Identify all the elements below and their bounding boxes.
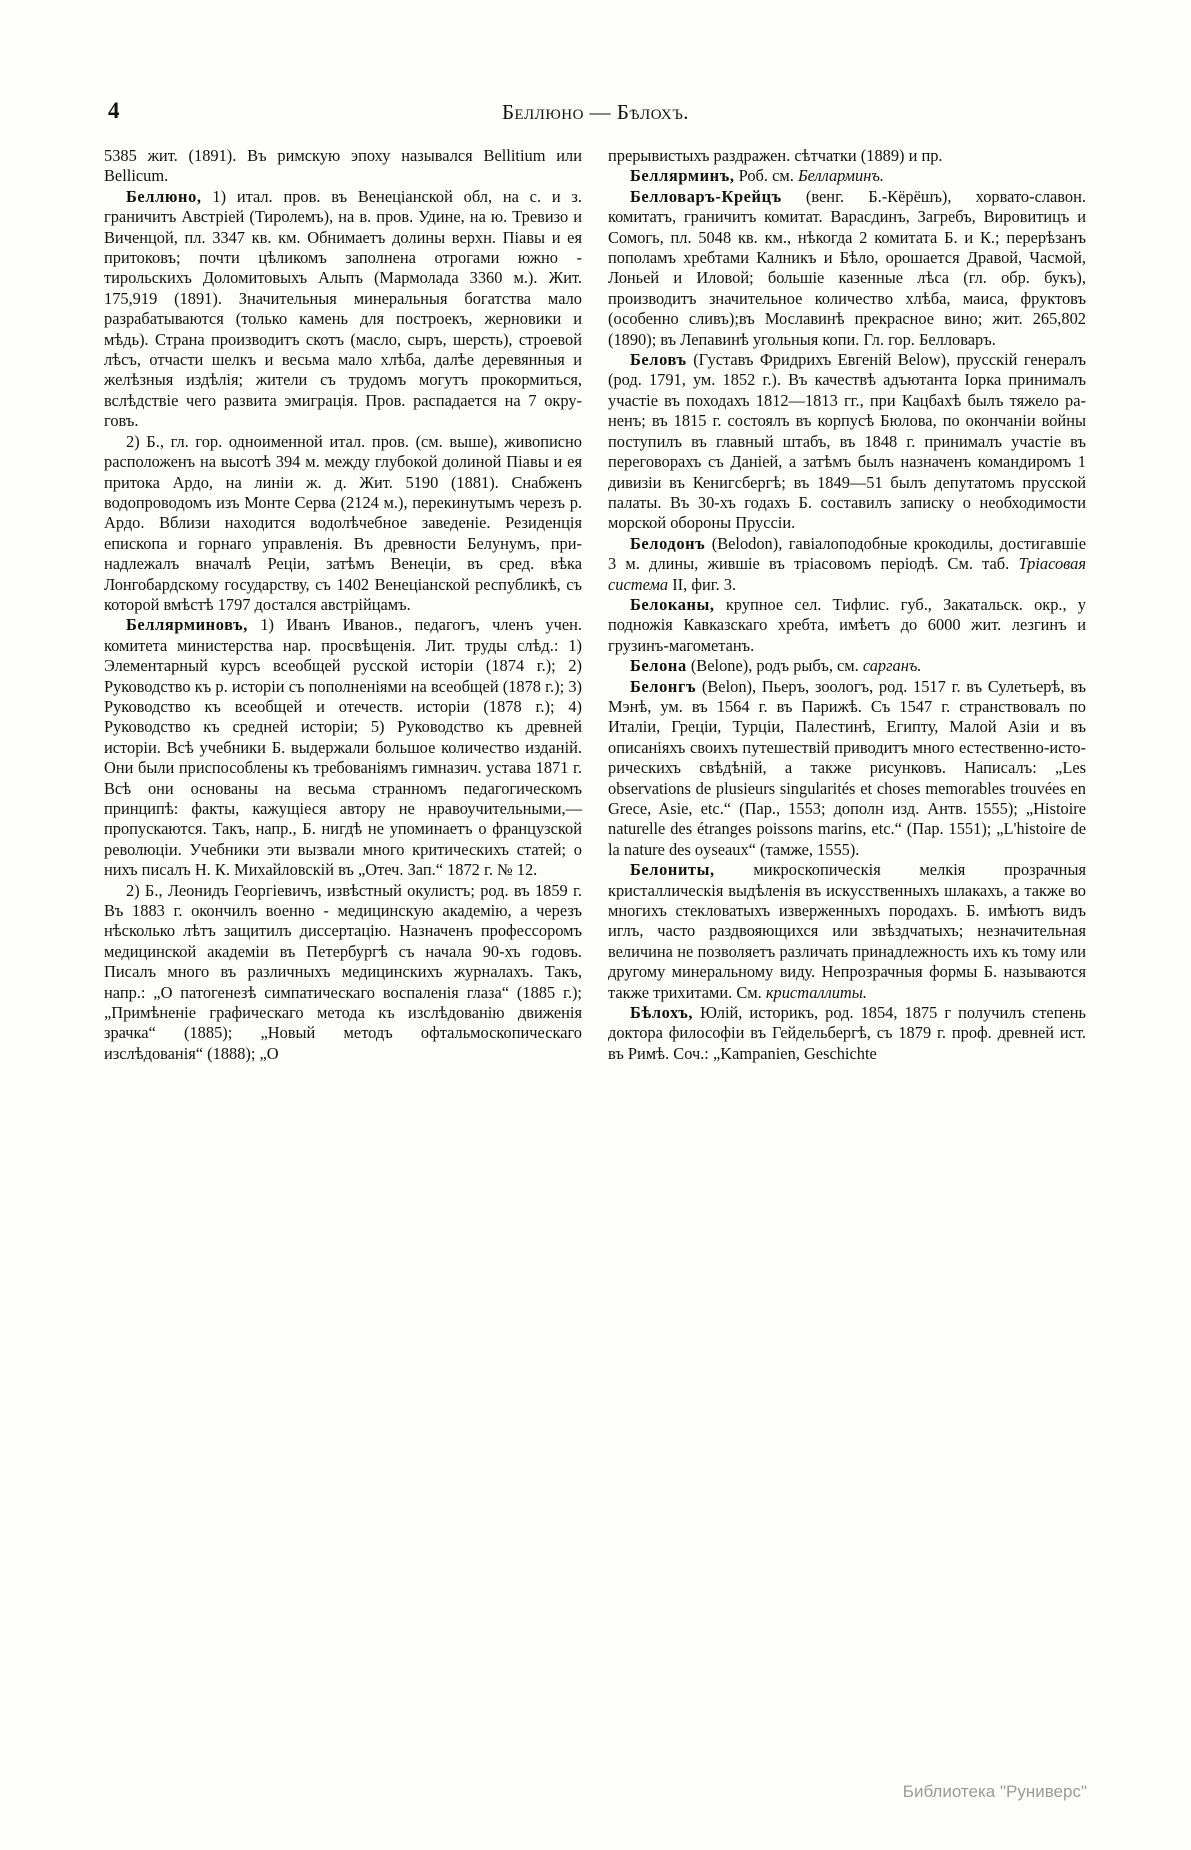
entry-continuation-top [608,146,1086,166]
library-watermark: Библиотека "Руниверс" [902,1782,1087,1801]
entry-text-after: II, фиг. 3. [668,574,737,594]
entry-text: Роб. см. [734,166,798,186]
page-number: 4 [108,98,120,123]
entry-bellyarminov [104,615,582,880]
entry-cross-reference: кристаллиты. [765,982,867,1002]
entry-cross-reference: Белларминъ. [797,166,884,186]
entry-text: 2) Б., Леонидъ Георгіевичъ, извѣстный окулистъ; род. въ 1859 г. Въ 1883 г. окончилъ военно - медицинскую академію, а черезъ нѣсколько лѣтъ защитилъ диссертацію. Назначенъ профессоромъ медицинской академіи въ Петербургѣ съ начала 90-хъ годовъ. Писалъ много въ различныхъ медицинскихъ журналахъ. Такъ, напр.: „О патогенезѣ симпатическаго воспаленія глаза“ (1885 г.); „Примѣненіе графическаго метода къ изслѣдованію движенія зрачка“ (1885); „Новый методъ офтальмоскопическаго изслѣдованія“ (1888); „О [104,880,582,1063]
entry-bellyarmin [608,166,1086,186]
entry-headword: Белодонъ [630,533,706,553]
entry-text: (Belon), Пьеръ, зоологъ, род. 1517 г. въ Сулетьерѣ, въ Мэнѣ, ум. въ 1564 г. въ Парижѣ. Съ 1547 г. странствовалъ по Италіи, Греціи, Турціи, Палестинѣ, Египту, Малой Азіи и въ описаніяхъ своихъ путешествій приводитъ много естественно-историческихъ свѣдѣній, а также рисунковъ. Написалъ: „Les observations de plusieurs singularités et choses memorables trouvées en Grece, Asie, etc.“ (Пар., 1553; дополн изд. Антв. 1555); „Histoire naturelle des étranges poissons marins, etc.“ (Пар. 1551); „L'histoire de la nature des oyseaux“ (тамже, 1555). [608,676,1086,859]
entry-bellovar-kreits [608,187,1086,350]
entry-headword: Бѣлохъ, [630,1003,694,1023]
entry-headword: Белонгъ [630,676,697,696]
entry-headword: Белоканы, [630,594,715,614]
two-column-body [104,146,1089,1064]
entry-belona [608,656,1086,676]
entry-headword: Белловаръ-Крейцъ [630,186,782,206]
entry-bellitium-continuation [104,146,582,187]
entry-belov [608,350,1086,534]
entry-text: Юлій, историкъ, род. 1854, 1875 г получилъ степень доктора философіи въ Гейдельбергѣ, съ 1879 г. проф. древней ист. въ Римѣ. Соч.: „Kampanien, Geschichte [608,1003,1086,1063]
entry-bellyarminov-leonid [104,881,582,1065]
entry-belokh [608,1003,1086,1064]
entry-text: (венг. Б.-Кёрёшъ), хорвато-славон. комитатъ, граничитъ комитат. Варасдинъ, Загребъ, Вировитицъ и Сомогь, пл. 5048 кв. км., нѣкогда 2 комитата Б. и К.; перерѣзанъ пополамъ хребтами Калникъ и Бѣло, орошается Дравой, Часмой, Лоньей и Иловой; большіе казенные лѣса (гл. обр. букъ), производитъ значительное количество хлѣба, маиса, фруктовъ (особенно сливъ);въ Мославинѣ прекрасное вино; жит. 265,802 (1890); въ Лепавинѣ угольныя копи. Гл. гор. Белловаръ. [608,186,1086,349]
entry-text: 1) Иванъ Иванов., педагогъ, членъ учен. комитета министерства нар. просвѣщенія. Лит. труды слѣд.: 1) Элементарный курсъ всеобщей русской исторіи (1874 г.); 2) Руководство къ р. исторіи съ пополненіями на всеобщей (1878 г.); 3) Руководство къ всеобщей и отечеств. исторіи (1878 г.); 4) Руководство къ средней исторіи; 5) Руководство къ древней исторіи. Всѣ учебники Б. выдержали большое количество изданій. Они были приспособлены къ требованіямъ гимназич. устава 1871 г. Всѣ они основаны на весьма странномъ педагогическомъ принципѣ: факты, кажущіеся автору не нравоучительными,—пропускаются. Такъ, напр., Б. нигдѣ не упоминаетъ о французской революціи. Учебники эти вызвали много критическихъ статей; о нихъ писалъ Н. К. Михайловскій въ „Отеч. Зап.“ 1872 г. № 12. [104,615,582,880]
entry-text: (Belone), родъ рыбъ, см. [686,656,863,676]
entry-headword: Беллюно, [126,186,202,206]
entry-cross-reference: Тріасовая система [608,554,1086,594]
entry-text: крупное сел. Тифлис. губ., Закатальск. окр., у подножія Кавказскаго хребта, имѣетъ до 6000 жит. лезгинъ и грузинъ-магометанъ. [608,594,1086,655]
entry-text: микроскопическія мелкія прозрачныя кристаллическія выдѣленія въ искусственныхъ шлакахъ, а также во многихъ стекловатыхъ изверженныхъ породахъ. Б. имѣютъ видъ иглъ, часто раздвояющихся или звѣздчатыхъ; незначительная величина не позволяетъ различать принадлежность ихъ къ тому или другому минеральному виду. Непрозрачныя формы Б. называются также трихитами. См. [608,860,1086,1002]
entry-headword: Белониты, [630,860,715,880]
entry-headword: Белона [630,656,687,676]
entry-belodon [608,534,1086,595]
right-column [608,146,1086,1064]
entry-text: 2) Б., гл. гор. одноименной итал. пров. (см. выше), живописно расположенъ на высотѣ 394 м. между глубокой долиной Піавы и ея притока Ардо, на линіи ж. д. Жит. 5190 (1881). Снабженъ водопроводомъ изъ Монте Серва (2124 м.), перекинутымъ черезъ р. Ардо. Вблизи находится водолѣчебное заведеніе. Резиденція епископа и горнаго управленія. Въ древности Белунумъ, принадлежалъ вначалѣ Реціи, затѣмъ Венеціи, въ сред. вѣка Лонгобардскому государству, съ 1402 Венеціанской республикѣ, съ которой вмѣстѣ 1797 достался австрійцамъ. [104,431,582,614]
entry-text: прерывистыхъ раздражен. сѣтчатки (1889) и пр. [608,146,943,165]
entry-belokany [608,595,1086,656]
entry-text: (Belodon), гавіалоподобные крокодилы, достигавшіе 3 м. длины, жившіе въ тріасовомъ періодѣ. См. таб. [608,533,1086,574]
entry-text: 1) итал. пров. въ Венеціанской обл, на с. и з. граничитъ Австріей (Тиролемъ), на в. пров. Удине, на ю. Тревизо и Виченцой, пл. 3347 кв. км. Обнимаетъ долины верхн. Піавы и ея притоковъ; почти цѣликомъ заполнена отрогами южно - тирольскихъ Доломитовыхъ Альпъ (Мармолада 3360 м.). Жит. 175,919 (1891). Значительныя минеральныя богатства мало разрабатываются (только камень для построекъ, жерновики и мѣдь). Страна производитъ скотъ (масло, сыръ, шерсть), строевой лѣсъ, отчасти шелкъ и весьма мало хлѣба, далѣе деревянныя и желѣзныя издѣлія; жители съ трудомъ могутъ прокормиться, вслѣдствіе чего развита эмиграція. Пров. распадается на 7 округовъ. [104,186,582,431]
entry-headword: Беловъ [630,350,687,370]
entry-belluno-city [104,432,582,616]
entry-text: 5385 жит. (1891). Въ римскую эпоху назывался Bellitium или Bellicum. [104,146,582,186]
entry-headword: Беллярминовъ, [126,615,248,635]
entry-text: (Густавъ Фридрихъ Евгеній Below), прусскій генералъ (род. 1791, ум. 1852 г.). Въ качествѣ адъютанта Іорка принималъ участіе въ походахъ 1812—1813 гг., при Кацбахѣ былъ тяжело раненъ; въ 1815 г. состоялъ въ корпусѣ Бюлова, по окончаніи войны поступилъ въ главный штабъ, въ 1848 г. принималъ участіе въ переговорахъ съ Даніей, а затѣмъ былъ назначенъ командиромъ 1 дивизіи въ Кенигсбергѣ; въ 1849—51 былъ депутатомъ прусской палаты. Въ 30-хъ годахъ Б. составилъ записку о необходимости морской обороны Пруссіи. [608,350,1086,533]
running-head: Беллюно — Бѣлохъ. [501,100,690,124]
entry-belonity [608,860,1086,1003]
entry-headword: Беллярминъ, [630,166,735,186]
entry-cross-reference: сарганъ. [862,656,922,676]
left-column [104,146,582,1064]
entry-belluno [104,187,582,432]
entry-belong [608,677,1086,861]
